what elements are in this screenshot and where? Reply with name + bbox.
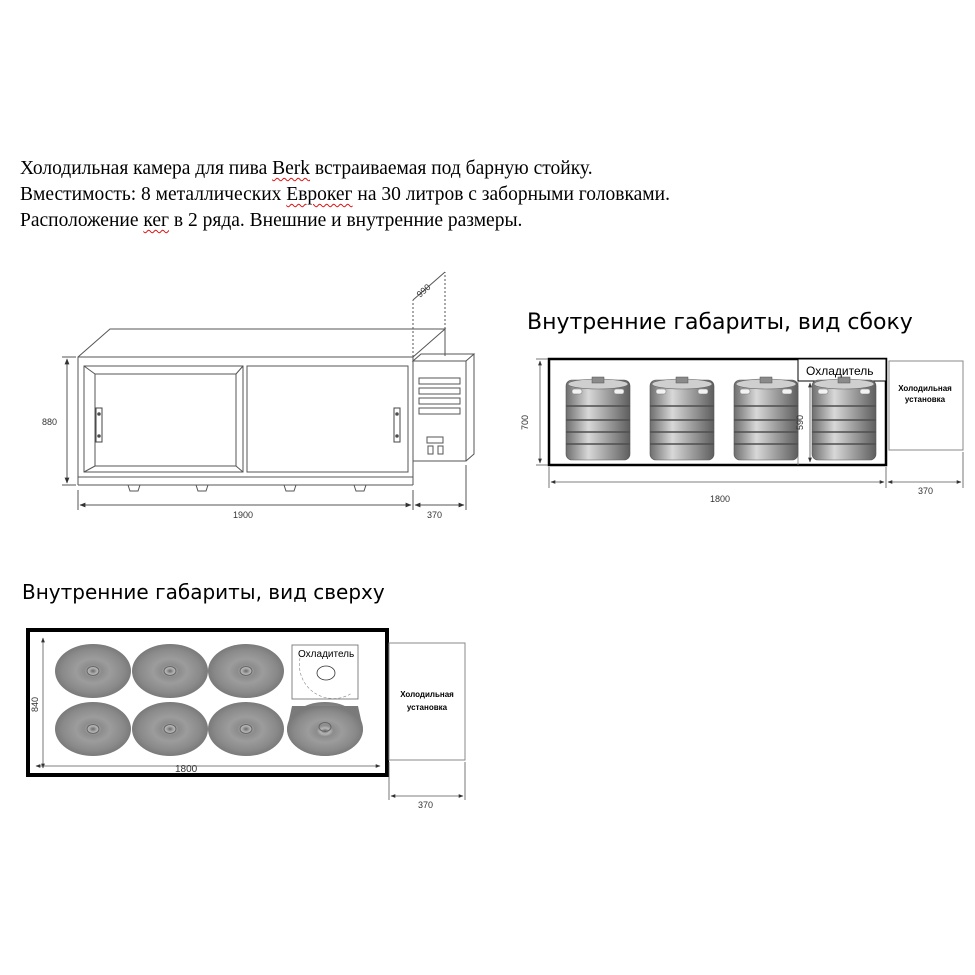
side-kegs: [566, 377, 876, 460]
top-keg: [132, 644, 208, 698]
misspelled-word: кег: [143, 210, 170, 231]
side-width-label: 1800: [710, 494, 731, 504]
top-keg: [132, 702, 208, 756]
side-view-drawing: [536, 359, 963, 488]
top-keg: [208, 644, 284, 698]
misspelled-word: Berk: [272, 158, 311, 179]
exterior-unit-width-label: 370: [427, 510, 443, 520]
top-width-label: 1800: [175, 764, 198, 775]
exterior-height-label: 880: [42, 417, 58, 427]
side-keg: [566, 377, 630, 460]
side-keg-height-label: 590: [795, 414, 805, 430]
misspelled-word: Еврокег: [286, 184, 353, 205]
top-unit-label-2: установка: [406, 703, 448, 712]
top-unit-width-label: 370: [418, 800, 434, 810]
side-unit-label-1: Холодильная: [898, 384, 952, 393]
side-view-title: Внутренние габариты, вид сбоку: [527, 310, 913, 335]
intro-line-3: Расположение кег в 2 ряда. Внешние и внутренние размеры.: [20, 210, 523, 231]
exterior-drawing: [62, 272, 474, 510]
top-keg: [55, 644, 131, 698]
top-unit-label-1: Холодильная: [400, 690, 454, 699]
top-cooler-label: Охладитель: [298, 649, 355, 660]
top-depth-label: 840: [30, 696, 40, 712]
intro-line-2: Вместимость: 8 металлических Еврокег на 30 литров с заборными головками.: [20, 184, 670, 205]
exterior-depth-label: 990: [414, 281, 433, 300]
top-view-drawing: [28, 630, 465, 800]
side-refrigeration-unit: [889, 361, 963, 450]
exterior-width-label: 1900: [233, 510, 254, 520]
top-keg: [55, 702, 131, 756]
top-keg: [208, 702, 284, 756]
side-keg: [734, 377, 798, 460]
side-keg: [812, 377, 876, 460]
side-unit-label-2: установка: [904, 395, 946, 404]
top-keg: [287, 706, 363, 756]
side-cooler-label: Охладитель: [806, 364, 874, 378]
intro-line-1: Холодильная камера для пива Berk встраиваемая под барную стойку.: [20, 158, 593, 179]
top-refrigeration-unit: [389, 643, 465, 760]
side-keg: [650, 377, 714, 460]
side-unit-width-label: 370: [918, 486, 934, 496]
top-view-title: Внутренние габариты, вид сверху: [22, 580, 385, 604]
side-height-label: 700: [520, 414, 530, 430]
